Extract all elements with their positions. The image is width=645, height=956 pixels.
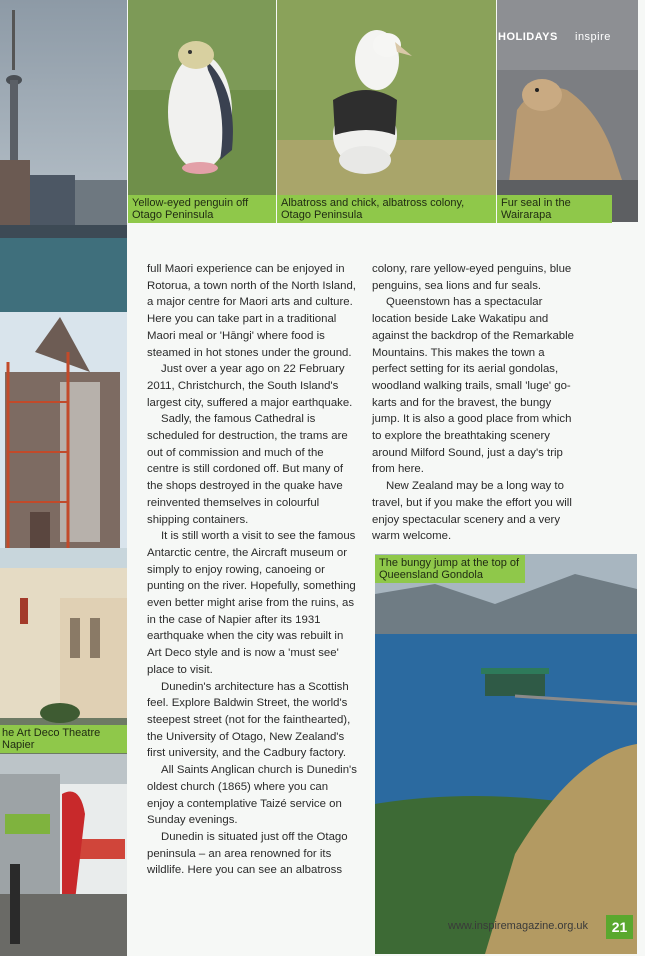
photo-sky-tower: [0, 0, 127, 312]
website-url: www.inspiremagazine.org.uk: [448, 920, 589, 932]
brand-holidays: HOLIDAYS: [498, 31, 558, 43]
caption-art-deco: he Art Deco Theatre Napier: [0, 725, 127, 753]
paragraph: Dunedin is situated just off the Otago peninsula – an area renowned for its wildlife. Here you can see an albatross: [147, 830, 348, 877]
paragraph: colony, rare yellow-eyed penguins, blue penguins, sea lions and fur seals.: [372, 263, 572, 292]
caption-albatross: Albatross and chick, albatross colony, Otago Peninsula: [277, 195, 496, 223]
photo-art-deco-theatre: [0, 548, 127, 754]
page-number: 21: [606, 915, 633, 939]
paragraph: full Maori experience can be enjoyed in Rotorua, a town north of the North Island, a major centre for Maori arts and culture. Here you can take part in a traditional Maori meal or 'Hāngi' where food is steamed in hot stones under the ground.: [147, 263, 356, 359]
photo-yellow-eyed-penguin: [128, 0, 276, 222]
paragraph: New Zealand may be a long way to travel, but if you make the effort you will enjoy spectacular scenery and a very warm welcome.: [372, 480, 572, 543]
paragraph: Dunedin's architecture has a Scottish feel. Explore Baldwin Street, the world's steepest street (not for the fainthearted), the University of Otago, New Zealand's first university, and the Cadbury factory.: [147, 680, 351, 760]
caption-penguin: Yellow-eyed penguin off Otago Peninsula: [128, 195, 276, 223]
caption-seal: Fur seal in the Wairarapa: [497, 195, 612, 223]
photo-christchurch-cathedral: [0, 312, 127, 548]
photo-bungy-jump: [375, 554, 637, 954]
photo-albatross: [277, 0, 496, 222]
caption-bungy: The bungy jump at the top of Queensland Gondola: [375, 555, 525, 583]
photo-christchurch-containers: [0, 754, 127, 956]
brand-inspire: inspire: [575, 31, 611, 43]
article-column-2: [372, 261, 582, 545]
paragraph: Just over a year ago on 22 February 2011, Christchurch, the South Island's largest city, suffered a major earthquake.: [147, 363, 353, 409]
article-column-1: [147, 261, 357, 879]
paragraph: All Saints Anglican church is Dunedin's oldest church (1865) where you can enjoy a contemplative Taizé service on Sunday evenings.: [147, 764, 357, 827]
paragraph: Sadly, the famous Cathedral is scheduled for destruction, the trams are out of commission and much of the centre is still cordoned off. But many of the shops destroyed in the quake have reinvented themselves in colourful shipping containers.: [147, 413, 348, 526]
paragraph: Queenstown has a spectacular location beside Lake Wakatipu and against the backdrop of the Remarkable Mountains. This makes the town a perfect setting for its aerial gondolas, woodland walking trails, small 'luge' go-karts and for the bravest, the bungy jump. It is also a good place from which to explore the breathtaking scenery around Milford Sound, just a day's trip from here.: [372, 296, 574, 476]
paragraph: It is still worth a visit to see the famous Antarctic centre, the Aircraft museum or simply to enjoy rowing, canoeing or punting on the river. Hopefully, something even better might arise from the ruins, as in the case of Napier after its 1931 earthquake when the city was rebuilt in Art Deco style and is now a 'must see' place to visit.: [147, 530, 356, 676]
